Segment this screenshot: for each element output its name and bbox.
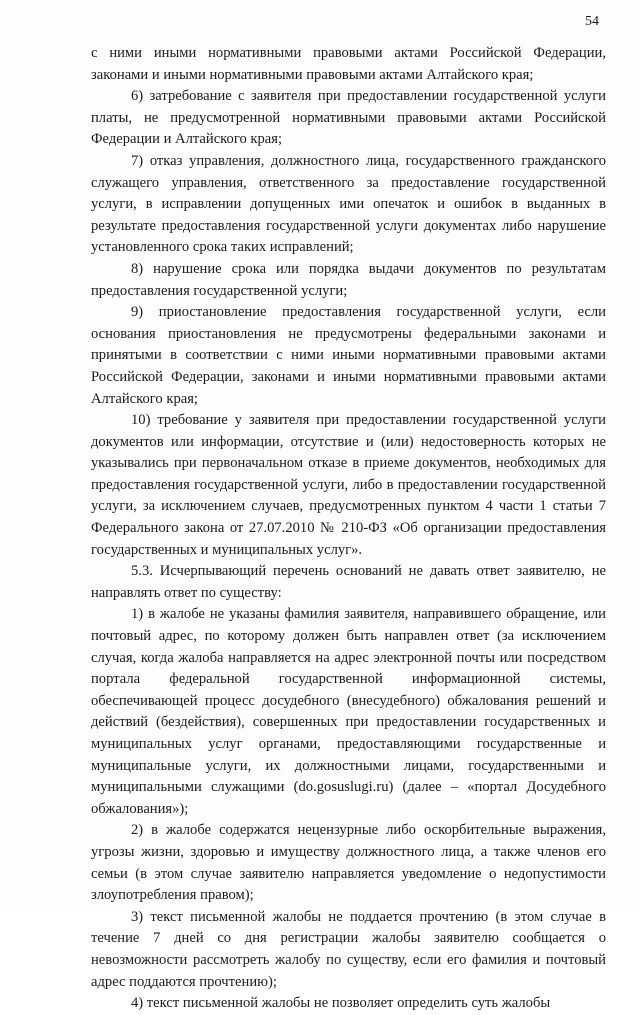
paragraph-subitem-2: 2) в жалобе содержатся нецензурные либо оскорбительные выражения, угрозы жизни, здоровью и имуществу должностного лица, а также членов его семьи (в этом случае заявителю направляется уведомление о недопустимости злоупотребления правом); bbox=[91, 822, 606, 904]
paragraph-subitem-4: 4) текст письменной жалобы не позволяет определить суть жалобы bbox=[131, 995, 551, 1012]
paragraph-item-6: 6) затребование с заявителя при предоставлении государственной услуги платы, не предусмотренной нормативными правовыми актами Российской Федерации и Алтайского края; bbox=[91, 88, 606, 148]
paragraph-subitem-3: 3) текст письменной жалобы не поддается прочтению (в этом случае в течение 7 дней со дня регистрации жалобы заявителю сообщается о невозможности рассмотреть жалобу по существу, если его фамилия и почтовый адрес поддаются прочтению); bbox=[91, 908, 606, 990]
paragraph-item-7: 7) отказ управления, должностного лица, государственного гражданского служащего управления, ответственного за предоставление государственной услуги, в исправлении допущенных ими опечаток и ошибок в выданных в результате предоставления государственной услуги документах либо нарушение установленного срока таких исправлений; bbox=[91, 152, 606, 256]
document-body bbox=[91, 43, 606, 1015]
paragraph-item-9: 9) приостановление предоставления государственной услуги, если основания приостановления не предусмотрены федеральными законами и принятыми в соответствии с ними иными нормативными правовыми актами Российской Федерации, законами и иными нормативными правовыми актами Алтайского края; bbox=[91, 304, 606, 407]
paragraph-item-8: 8) нарушение срока или порядка выдачи документов по результатам предоставления государственной услуги; bbox=[91, 260, 606, 299]
paragraph-subitem-1: 1) в жалобе не указаны фамилия заявителя, направившего обращение, или почтовый адрес, по которому должен быть направлен ответ (за исключением случая, когда жалоба направляется на адрес электронной почты или посредством портала федеральной государственной информационной системы, обеспечивающей процесс досудебного (внесудебного) обжалования решений и действий (бездействия), совершенных при предоставлении государственных и муниципальных услуг органами, предоставляющими государственные и муниципальные услуги, их должностными лицами, государственными и муниципальными служащими (do.gosuslugi.ru) (далее – «портал Досудебного обжалования»); bbox=[91, 606, 606, 817]
paragraph-continuation: с ними иными нормативными правовыми актами Российской Федерации, законами и иными нормативными правовыми актами Алтайского края; bbox=[91, 45, 606, 83]
page-number: 54 bbox=[585, 14, 599, 29]
paragraph-item-10: 10) требование у заявителя при предоставлении государственной услуги документов или информации, отсутствие и (или) недостоверность которых не указывались при первоначальном отказе в приеме документов, необходимых для предоставления государственной услуги, либо в предоставлении государственной услуги, за исключением случаев, предусмотренных пунктом 4 части 1 статьи 7 Федерального закона от 27.07.2010 № 210-ФЗ «Об организации предоставления государственных и муниципальных услуг». bbox=[91, 412, 606, 558]
paragraph-section-5-3: 5.3. Исчерпывающий перечень оснований не давать ответ заявителю, не направлять ответ по существу: bbox=[91, 563, 606, 601]
